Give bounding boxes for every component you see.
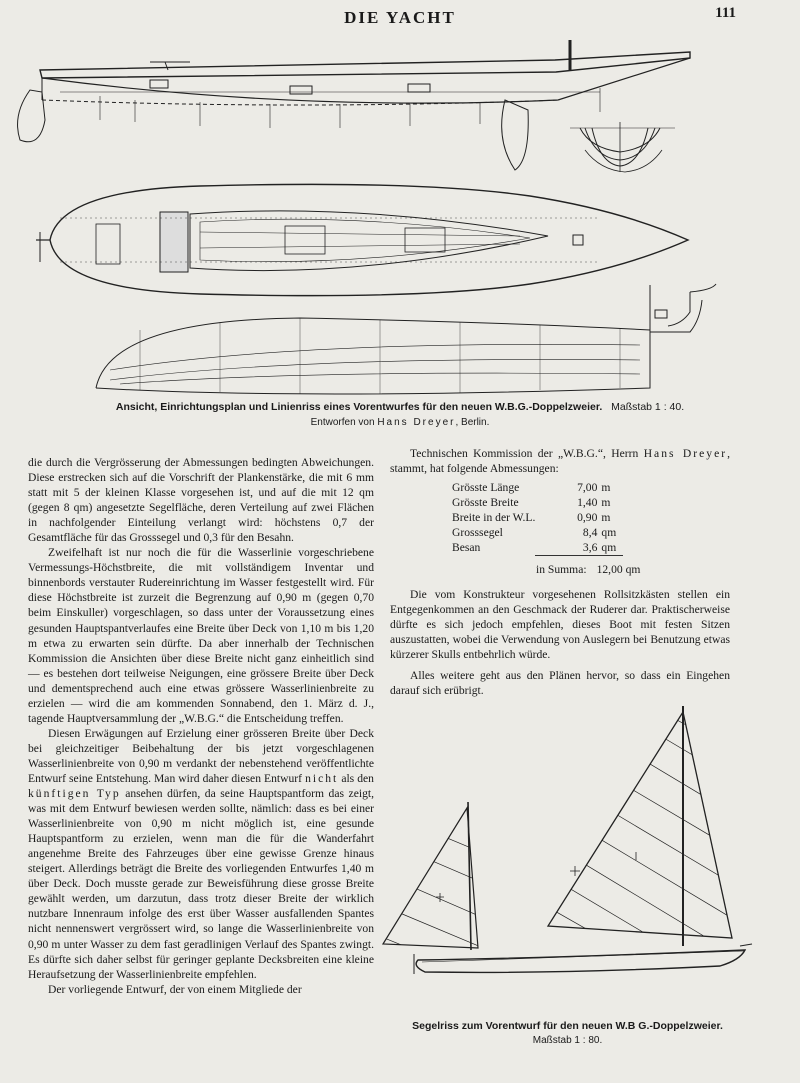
credit-suffix: , Berlin.	[455, 417, 490, 428]
paragraph: die durch die Vergrösserung der Abmessungen bedingten Abweichungen. Diese erstrecken sich auf die Vorschrift der Plankenstärke, die mit 6 mm statt mit 5 der kleinen Klasse vorgesehen ist, und auf die mit 12 qm (gegen 8 qm) angesetzte Segelfläche, deren Verteilung auf zwei Flächen in nachfolgender Einteilung verlangt wird: höchstens 0,7 der Gesamtfläche für das Grosssegel und 0,3 für den Besahn.	[28, 456, 374, 545]
dim-label: Grösste Breite	[452, 496, 519, 510]
dim-value: 7,00	[577, 481, 598, 495]
text-span: ansehen dürfen, da seine Hauptspantform das zeigt, was mit dem Entwurf bewiesen werden sollte, nämlich: dass es bei einer Wasserlinienbreite von 0,90 m nicht möglich ist, eine gesunde Hauptspantform zu erzielen, wenn man die für die Wanderfahrt angenehme Breite des Fahrzeuges über eine gewisse Grenze hinaus steigert. Allerdings beträgt die Breite des vorliegenden Entwurfes 1,40 m über Deck. Doch musste gerade zur Beweisführung diese grosse Breite gewählt werden, um darzutun, dass trotz dieser Breite der wirklich nutzbare Innenraum infolge des erst über Wasser ausfallenden Spantes nicht nennenswert vergrössert wird, so lange die Wasserlinienbreite von 0,90 m unter Wasser zu dem fast geradlinigen Verlauf des Spantes zwingt. Es dürfte sich daher selbst für geringer geplante Decksbreiten eine kleine Heraufsetzung der Wasserlinienbreite empfehlen.	[28, 787, 374, 981]
dim-unit: m	[601, 496, 611, 510]
text-span: , stammt, hat folgende Abmessungen:	[390, 447, 730, 476]
figure-caption-bottom: Segelriss zum Vorentwurf für den neuen W.B G.-Doppelzweier.	[412, 1020, 723, 1032]
dim-unit: qm	[601, 540, 623, 556]
sum-value: 12,00 qm	[596, 563, 641, 577]
dim-label: Breite in der W.L.	[452, 511, 536, 525]
dim-value: 0,90	[577, 511, 598, 525]
designer-name: Hans Dreyer	[643, 447, 728, 460]
paragraph: Zweifelhaft ist nur noch die für die Wasserlinie vorgeschriebene Vermessungs-Höchstbreite, die mit vollständigem Inventar und binnenbords verstauter Rudereinrichtung im Wasser festgestellt wird. Für diese Höchstbreite ist zurzeit die Begrenzung auf 0,90 m (gegen 0,70 beim Einskuller) vorgeschlagen, so dass unter der Voraussetzung eines gesunden Hauptspantverlaufes eine Breite über Deck von 1,10 m bis 1,20 m etwa zu erwarten sein dürfte. Da aber innerhalb der Technischen Kommission die Ansichten über diese Breite nicht ganz einheitlich sind — es bestehen dort teilweise Neigungen, eine grössere Breite über Deck und dementsprechend auch eine etwas grössere Wasserlinienbreite zu erzielen — wird die am kommenden Sonnabend, den 1. März d. J., tagende Hauptversammlung der „W.B.G.“ die Entscheidung treffen.	[28, 546, 374, 725]
text-span: als den	[341, 771, 374, 785]
dim-label: Grösste Länge	[452, 481, 520, 495]
emphasis-nicht: nicht	[305, 771, 339, 785]
dim-unit: m	[601, 481, 611, 495]
dim-label: Besan	[452, 541, 481, 555]
emphasis-kuenftigen: künftigen Typ	[28, 787, 121, 801]
paragraph: Die vom Konstrukteur vorgesehenen Rollsitzkästen stellen ein Entgegenkommen an den Geschmack der Ruderer dar. Praktischerweise dürfte es sich jedoch empfehlen, dieses Boot mit festen Sitzen auszustatten, wobei die Verwendung von Auslegern bei Benutzung etwas kürzerer Skulls entbehrlich würde.	[390, 588, 730, 662]
figure-scale-bottom: Maßstab 1 : 80.	[532, 1035, 603, 1046]
dim-value: 3,6	[535, 540, 601, 556]
page-number: 111	[715, 5, 736, 21]
text-span: Diesen Erwägungen auf Erzielung einer grösseren Breite über Deck bei gleichzeitiger Beibehaltung der bis jetzt vorgeschlagenen Wasserlinienbreite von 0,90 m verdankt der nebenstehend veröffentlichte Entwurf seine Entstehung. Man wird daher diesen Entwurf	[28, 726, 374, 785]
main-sail	[548, 712, 732, 938]
mizzen-sail	[383, 808, 478, 948]
journal-title: DIE YACHT	[344, 8, 456, 27]
dim-value: 1,40	[577, 496, 598, 510]
figure-caption-text: Ansicht, Einrichtungsplan und Linienriss eines Vorentwurfes für den neuen W.B.G.-Doppelzweier.	[115, 401, 603, 413]
dim-label: Grosssegel	[452, 526, 503, 540]
dim-unit: qm	[601, 526, 617, 540]
paragraph: Alles weitere geht aus den Plänen hervor, so dass ein Eingehen darauf sich erübrigt.	[390, 669, 730, 698]
figure-scale: Maßstab 1 : 40.	[611, 401, 685, 413]
text-span: Technischen Kommission der „W.B.G.“, Herrn	[410, 447, 639, 460]
credit-author: Hans Dreyer	[377, 417, 456, 428]
credit-prefix: Entworfen von	[310, 417, 375, 428]
paragraph: Der vorliegende Entwurf, der von einem Mitgliede der	[48, 982, 302, 996]
dim-value: 8,4	[582, 526, 598, 540]
sum-label: in Summa:	[536, 563, 587, 577]
dim-unit: m	[601, 511, 611, 525]
sail-plan-hull	[416, 950, 745, 972]
